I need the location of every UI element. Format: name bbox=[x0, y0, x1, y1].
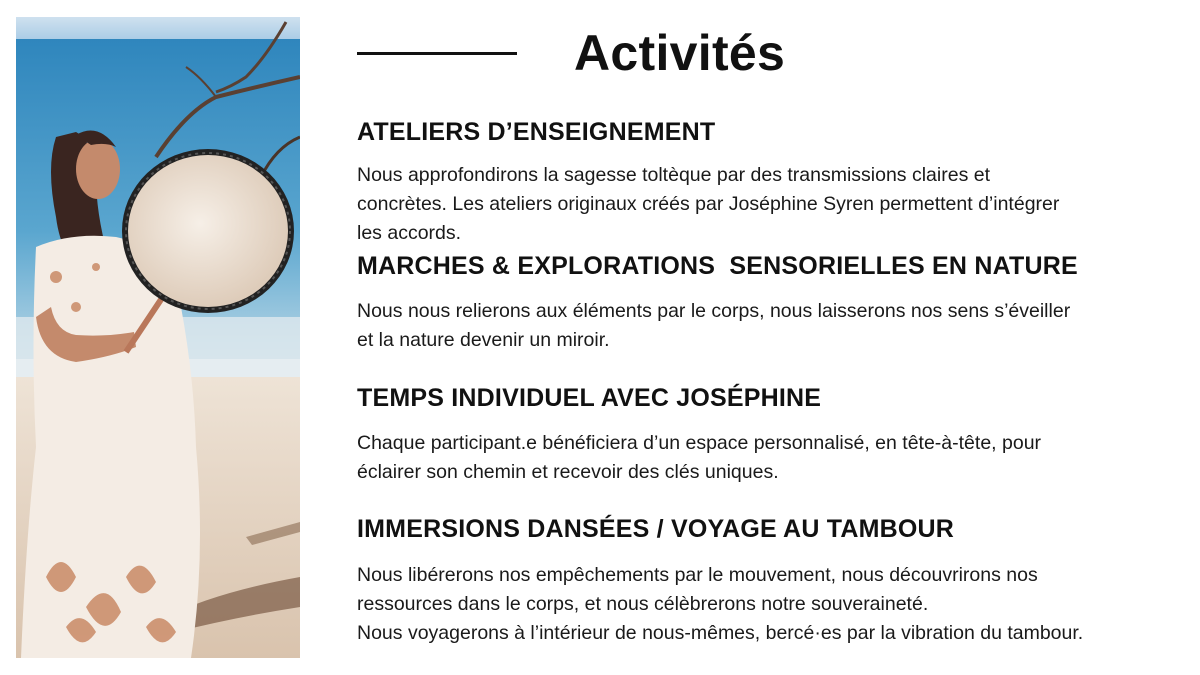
title-rule bbox=[357, 52, 517, 55]
section-body bbox=[357, 161, 1187, 248]
body-line: éclairer son chemin et recevoir des clés uniques. bbox=[357, 461, 779, 483]
section-heading: MARCHES & EXPLORATIONS SENSORIELLES EN NATURE bbox=[357, 252, 1078, 280]
section-body bbox=[357, 297, 1187, 355]
section-temps-individuel bbox=[357, 378, 1187, 487]
section-heading: TEMPS INDIVIDUEL AVEC JOSÉPHINE bbox=[357, 384, 822, 412]
section-ateliers bbox=[357, 112, 1187, 248]
section-heading: ATELIERS D’ENSEIGNEMENT bbox=[357, 118, 716, 146]
body-line: Nous approfondirons la sagesse toltèque par des transmissions claires et bbox=[357, 164, 991, 186]
body-line: Nous nous relierons aux éléments par le corps, nous laisserons nos sens s’éveiller bbox=[357, 300, 1071, 322]
section-heading: IMMERSIONS DANSÉES / VOYAGE AU TAMBOUR bbox=[357, 515, 955, 543]
body-line: les accords. bbox=[357, 222, 462, 244]
body-line: concrètes. Les ateliers originaux créés par Joséphine Syren permettent d’intégrer bbox=[357, 193, 1060, 215]
page-title: Activités bbox=[574, 25, 786, 81]
body-line: ressources dans le corps, et nous célèbrerons notre souveraineté. bbox=[357, 593, 929, 615]
beach-photo-illustration bbox=[16, 17, 300, 658]
section-body bbox=[357, 561, 1187, 648]
body-line: Nous voyagerons à l’intérieur de nous-mêmes, bercé·es par la vibration du tambour. bbox=[357, 622, 1084, 644]
body-line: Nous libérerons nos empêchements par le mouvement, nous découvrirons nos bbox=[357, 564, 1038, 586]
woman-with-drum-photo bbox=[16, 17, 300, 658]
section-body bbox=[357, 429, 1187, 487]
section-immersions bbox=[357, 509, 1187, 648]
body-line: et la nature devenir un miroir. bbox=[357, 329, 610, 351]
section-marches bbox=[357, 246, 1187, 355]
body-line: Chaque participant.e bénéficiera d’un espace personnalisé, en tête-à-tête, pour bbox=[357, 432, 1042, 454]
